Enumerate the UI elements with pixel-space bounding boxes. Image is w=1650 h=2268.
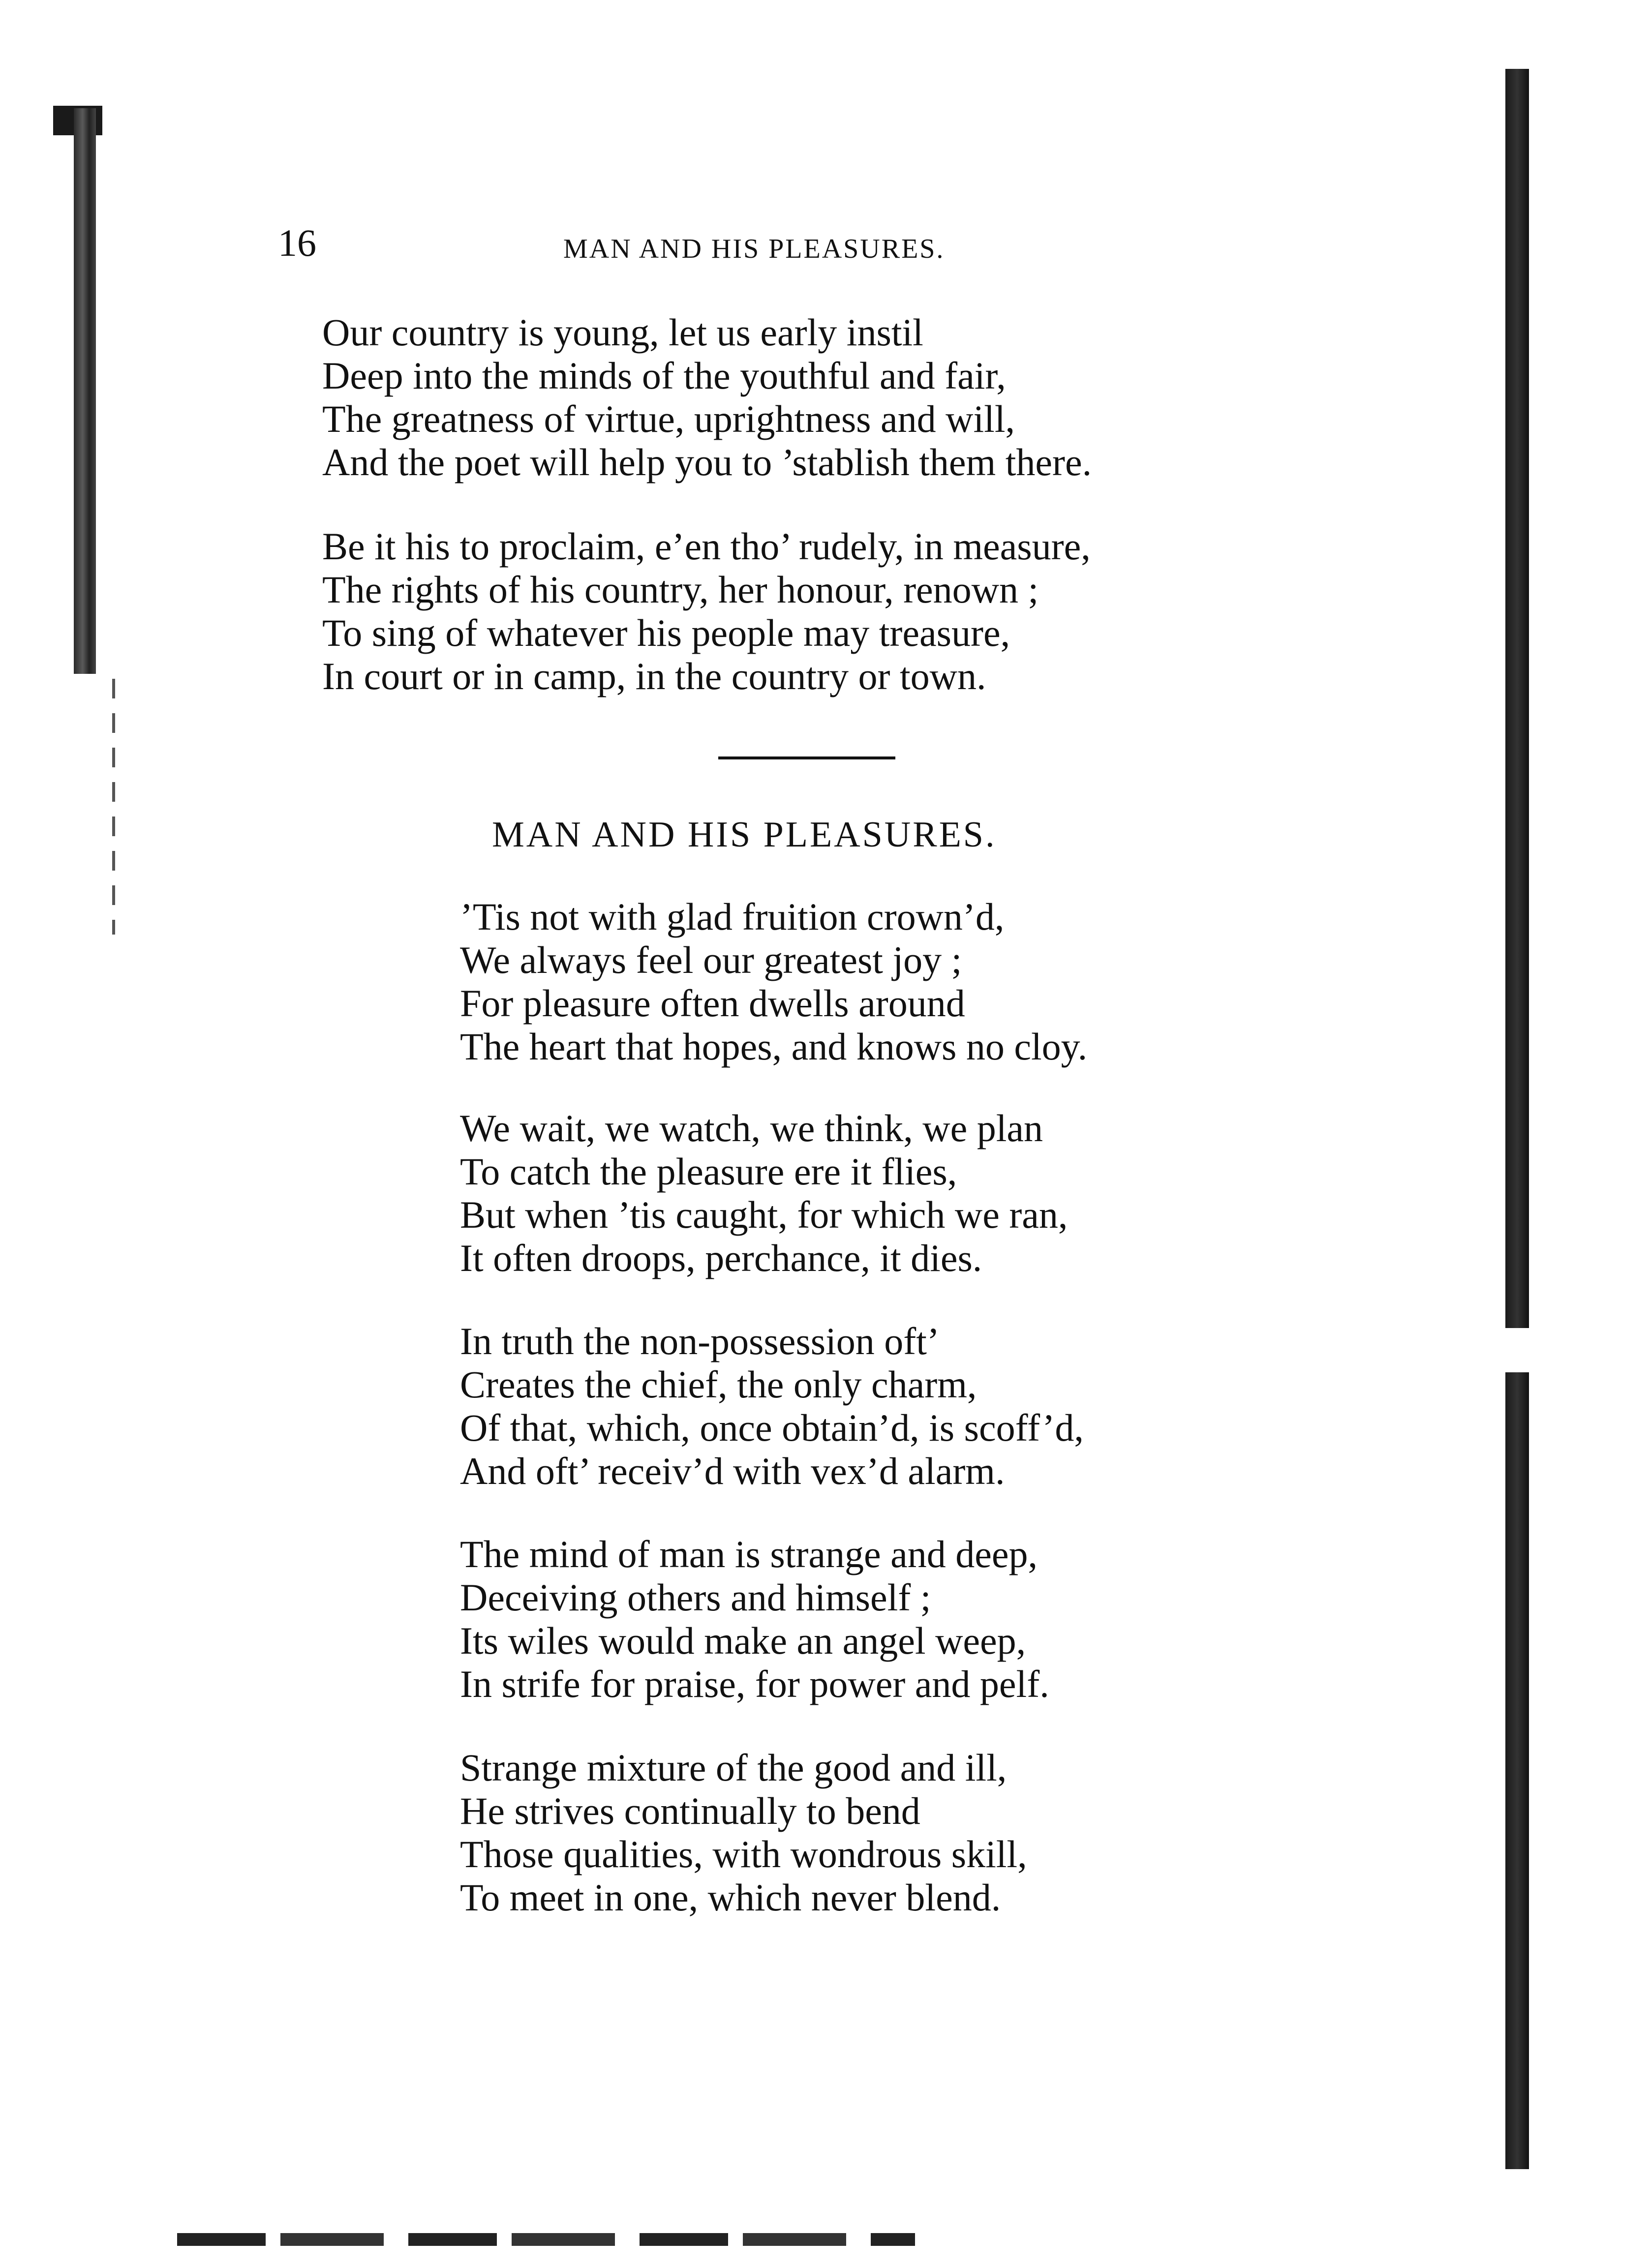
scan-edge-shadow-right [1505,69,1529,2169]
verse-line: Of that, which, once obtain’d, is scoff’d, [460,1406,1084,1449]
previous-poem-stanza [322,311,1092,484]
verse-line: To meet in one, which never blend. [460,1876,1001,1919]
verse-line: We wait, we watch, we think, we plan [460,1107,1043,1149]
poem-stanza [460,1533,1049,1706]
running-title: MAN AND HIS PLEASURES. [563,234,945,264]
verse-line: In court or in camp, in the country or town. [322,655,986,697]
poem-stanza [460,1107,1068,1280]
verse-line: And the poet will help you to ’stablish them there. [322,441,1092,484]
verse-line: For pleasure often dwells around [460,982,965,1025]
scan-edge-bottom [177,2233,915,2246]
poem-stanza [460,895,1087,1068]
verse-line: To catch the pleasure ere it flies, [460,1150,957,1193]
verse-line: Those qualities, with wondrous skill, [460,1833,1027,1875]
verse-line: Deep into the minds of the youthful and fair, [322,354,1006,397]
scan-edge-gap-right [1500,1328,1535,1372]
section-divider [718,756,895,759]
verse-line: Creates the chief, the only charm, [460,1363,977,1406]
verse-line: We always feel our greatest joy ; [460,938,962,981]
verse-line: Strange mixture of the good and ill, [460,1746,1007,1789]
verse-line: ’Tis not with glad fruition crown’d, [460,895,1005,938]
verse-line: But when ’tis caught, for which we ran, [460,1193,1068,1236]
verse-line: The rights of his country, her honour, renown ; [322,568,1039,611]
page-number: 16 [278,221,316,264]
verse-line: Be it his to proclaim, e’en tho’ rudely, in measure, [322,525,1091,568]
previous-poem-stanza [322,525,1091,698]
verse-line: And oft’ receiv’d with vex’d alarm. [460,1450,1005,1492]
verse-line: The heart that hopes, and knows no cloy. [460,1025,1088,1068]
verse-line: To sing of whatever his people may treasure, [322,611,1010,654]
verse-line: Our country is young, let us early instil [322,311,923,354]
scan-binding-marks-left [112,679,115,935]
verse-line: Its wiles would make an angel weep, [460,1619,1026,1662]
poem-stanza [460,1746,1027,1919]
verse-line: In truth the non-possession oft’ [460,1320,940,1362]
scan-binding-shadow-left [74,108,96,674]
verse-line: Deceiving others and himself ; [460,1576,931,1619]
verse-line: He strives continually to bend [460,1789,920,1832]
poem-title: MAN AND HIS PLEASURES. [492,815,997,855]
verse-line: The greatness of virtue, uprightness and will, [322,397,1015,440]
verse-line: It often droops, perchance, it dies. [460,1237,982,1279]
verse-line: In strife for praise, for power and pelf. [460,1663,1049,1705]
poem-stanza [460,1320,1084,1493]
verse-line: The mind of man is strange and deep, [460,1533,1038,1575]
